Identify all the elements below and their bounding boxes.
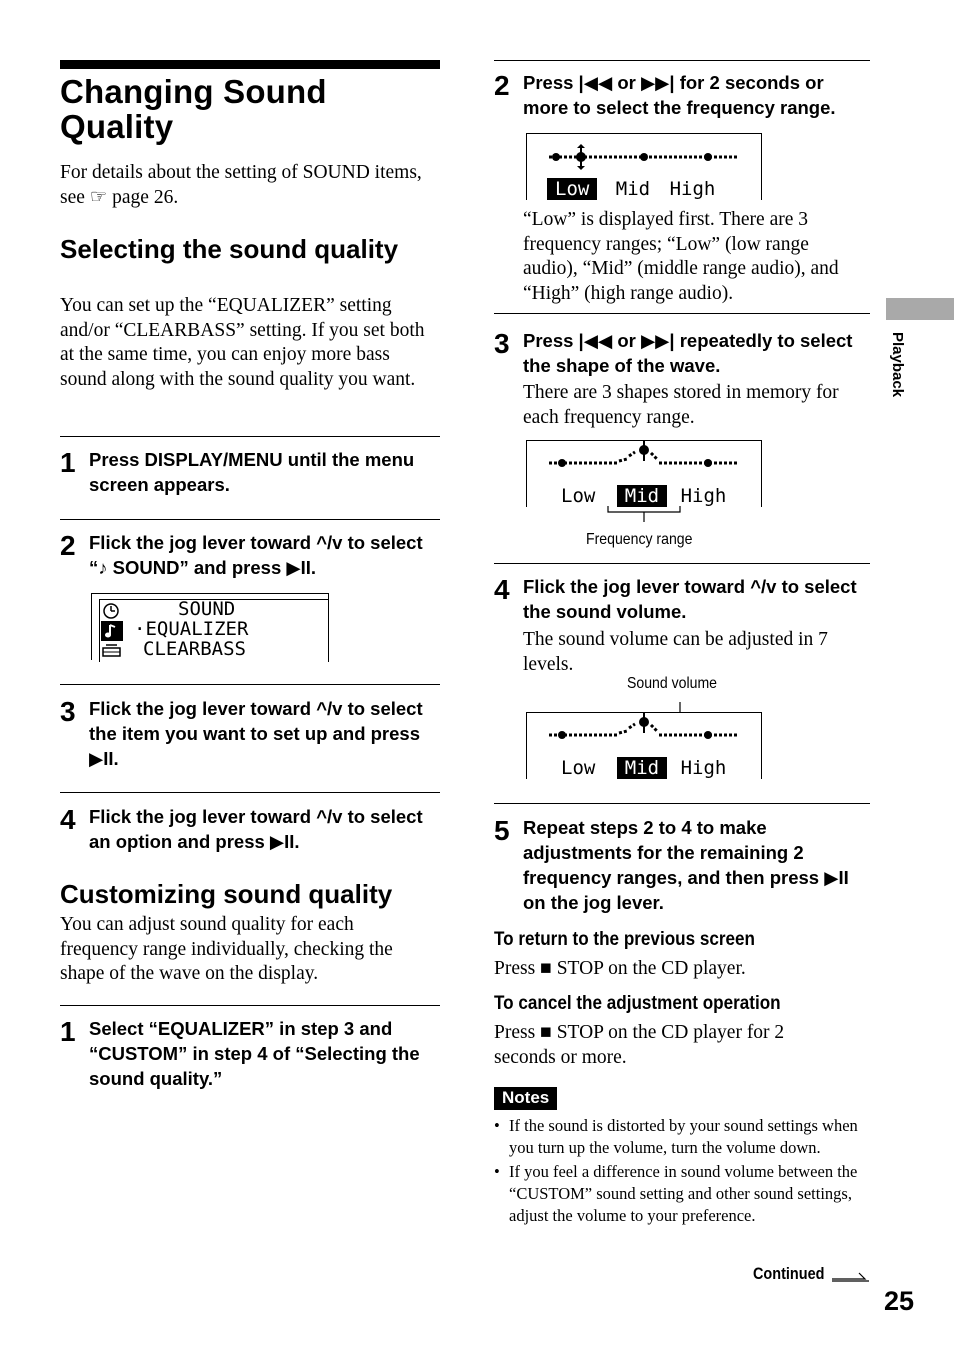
page-title: Changing Sound Quality xyxy=(60,73,327,145)
eq-wave-volume xyxy=(547,713,743,751)
menu-item-equalizer: ·EQUALIZER xyxy=(134,618,249,640)
step-number: 1 xyxy=(60,447,76,478)
title-bar xyxy=(60,60,440,69)
lcd-eq-mid xyxy=(526,440,762,507)
notes-list xyxy=(494,1115,866,1229)
section-body-customizing: You can adjust sound quality for each frequency range individually, checking the shape of the wave on the display. xyxy=(60,914,393,984)
step-number: 2 xyxy=(60,530,76,561)
step-number: 3 xyxy=(494,328,510,359)
section-heading-selecting: Selecting the sound quality xyxy=(60,234,399,264)
eq-label-high: High xyxy=(669,178,716,200)
step-text: Flick the jog lever toward ^/v to select “♪ SOUND” and press ▶II. xyxy=(89,532,423,578)
side-tab xyxy=(886,298,954,320)
step-number: 4 xyxy=(60,804,76,835)
section-heading-customizing: Customizing sound quality xyxy=(60,879,393,909)
continued-label: Continued xyxy=(753,1264,825,1283)
divider xyxy=(494,563,870,564)
step-text: Press |◀◀ or ▶▶| repeatedly to select the shape of the wave. xyxy=(523,330,853,376)
eq-label-mid-selected: Mid xyxy=(617,485,667,507)
caption-sound-volume: Sound volume xyxy=(627,675,718,692)
frequency-range-bracket xyxy=(606,506,682,524)
eq-label-mid: Mid xyxy=(615,178,651,200)
step-text: Press DISPLAY/MENU until the menu screen appears. xyxy=(89,449,415,495)
note-item: • If the sound is distorted by your sound settings when you turn up the volume, turn the volume down. xyxy=(494,1115,866,1159)
divider xyxy=(60,684,440,685)
continued-arrow-icon xyxy=(831,1270,871,1282)
divider xyxy=(60,436,440,437)
section-body-selecting: You can set up the “EQUALIZER” setting and/or “CLEARBASS” setting. If you set both at the same time, you can enjoy more bass sound along with the sound quality you want. xyxy=(60,295,425,390)
step-number: 3 xyxy=(60,696,76,727)
cancel-body: Press ■ STOP on the CD player for 2 seconds or more. xyxy=(494,1022,785,1068)
step-number: 1 xyxy=(60,1016,76,1047)
step-body: The sound volume can be adjusted in 7 levels. xyxy=(523,629,828,675)
step-text: Press |◀◀ or ▶▶| for 2 seconds or more to select the frequency range. xyxy=(523,72,836,118)
divider xyxy=(494,803,870,804)
return-body: Press ■ STOP on the CD player. xyxy=(494,958,746,979)
intro-text: For details about the setting of SOUND items, see ☞ page 26. xyxy=(60,162,422,208)
note-icon xyxy=(101,621,123,641)
lcd-eq-volume xyxy=(526,712,762,779)
caption-frequency-range: Frequency range xyxy=(586,531,693,548)
step-body: There are 3 shapes stored in memory for each frequency range. xyxy=(523,382,839,428)
step-body: “Low” is displayed first. There are 3 frequency ranges; “Low” (low range audio), “Mid” (middle range audio), and “High” (high range audio). xyxy=(523,209,839,304)
eq-label-mid-selected: Mid xyxy=(617,757,667,779)
eq-label-high: High xyxy=(680,757,727,779)
step-number: 5 xyxy=(494,815,510,846)
tray-icon xyxy=(101,642,123,658)
eq-label-low-selected: Low xyxy=(547,178,597,200)
step-text: Flick the jog lever toward ^/v to select an option and press ▶II. xyxy=(89,806,423,852)
menu-screen xyxy=(91,593,329,660)
eq-wave-low xyxy=(547,142,743,172)
menu-title: SOUND xyxy=(178,598,236,620)
side-label-playback: Playback xyxy=(889,332,906,398)
step-text: Flick the jog lever toward ^/v to select the item you want to set up and press ▶II. xyxy=(89,698,423,769)
return-heading: To return to the previous screen xyxy=(494,929,755,950)
eq-wave-mid xyxy=(547,441,743,479)
clock-icon xyxy=(101,602,123,620)
divider xyxy=(494,60,870,61)
note-item: • If you feel a difference in sound volume between the “CUSTOM” sound setting and other sound settings, adjust the volume to your preference. xyxy=(494,1161,866,1227)
step-text: Repeat steps 2 to 4 to make adjustments for the remaining 2 frequency ranges, and then press ▶II on the jog lever. xyxy=(523,817,849,913)
eq-label-high: High xyxy=(680,485,727,507)
cancel-heading: To cancel the adjustment operation xyxy=(494,993,781,1014)
divider xyxy=(60,792,440,793)
eq-label-low: Low xyxy=(561,485,596,507)
divider xyxy=(60,1005,440,1006)
notes-badge: Notes xyxy=(494,1087,557,1110)
divider xyxy=(60,519,440,520)
page-number: 25 xyxy=(884,1286,915,1316)
step-number: 4 xyxy=(494,574,510,605)
divider xyxy=(494,313,870,314)
step-text: Select “EQUALIZER” in step 3 and “CUSTOM” in step 4 of “Selecting the sound quality.” xyxy=(89,1018,420,1089)
step-text: Flick the jog lever toward ^/v to select the sound volume. xyxy=(523,576,857,622)
menu-item-clearbass: CLEARBASS xyxy=(143,638,246,660)
eq-label-low: Low xyxy=(561,757,596,779)
lcd-eq-low xyxy=(526,133,762,200)
step-number: 2 xyxy=(494,70,510,101)
